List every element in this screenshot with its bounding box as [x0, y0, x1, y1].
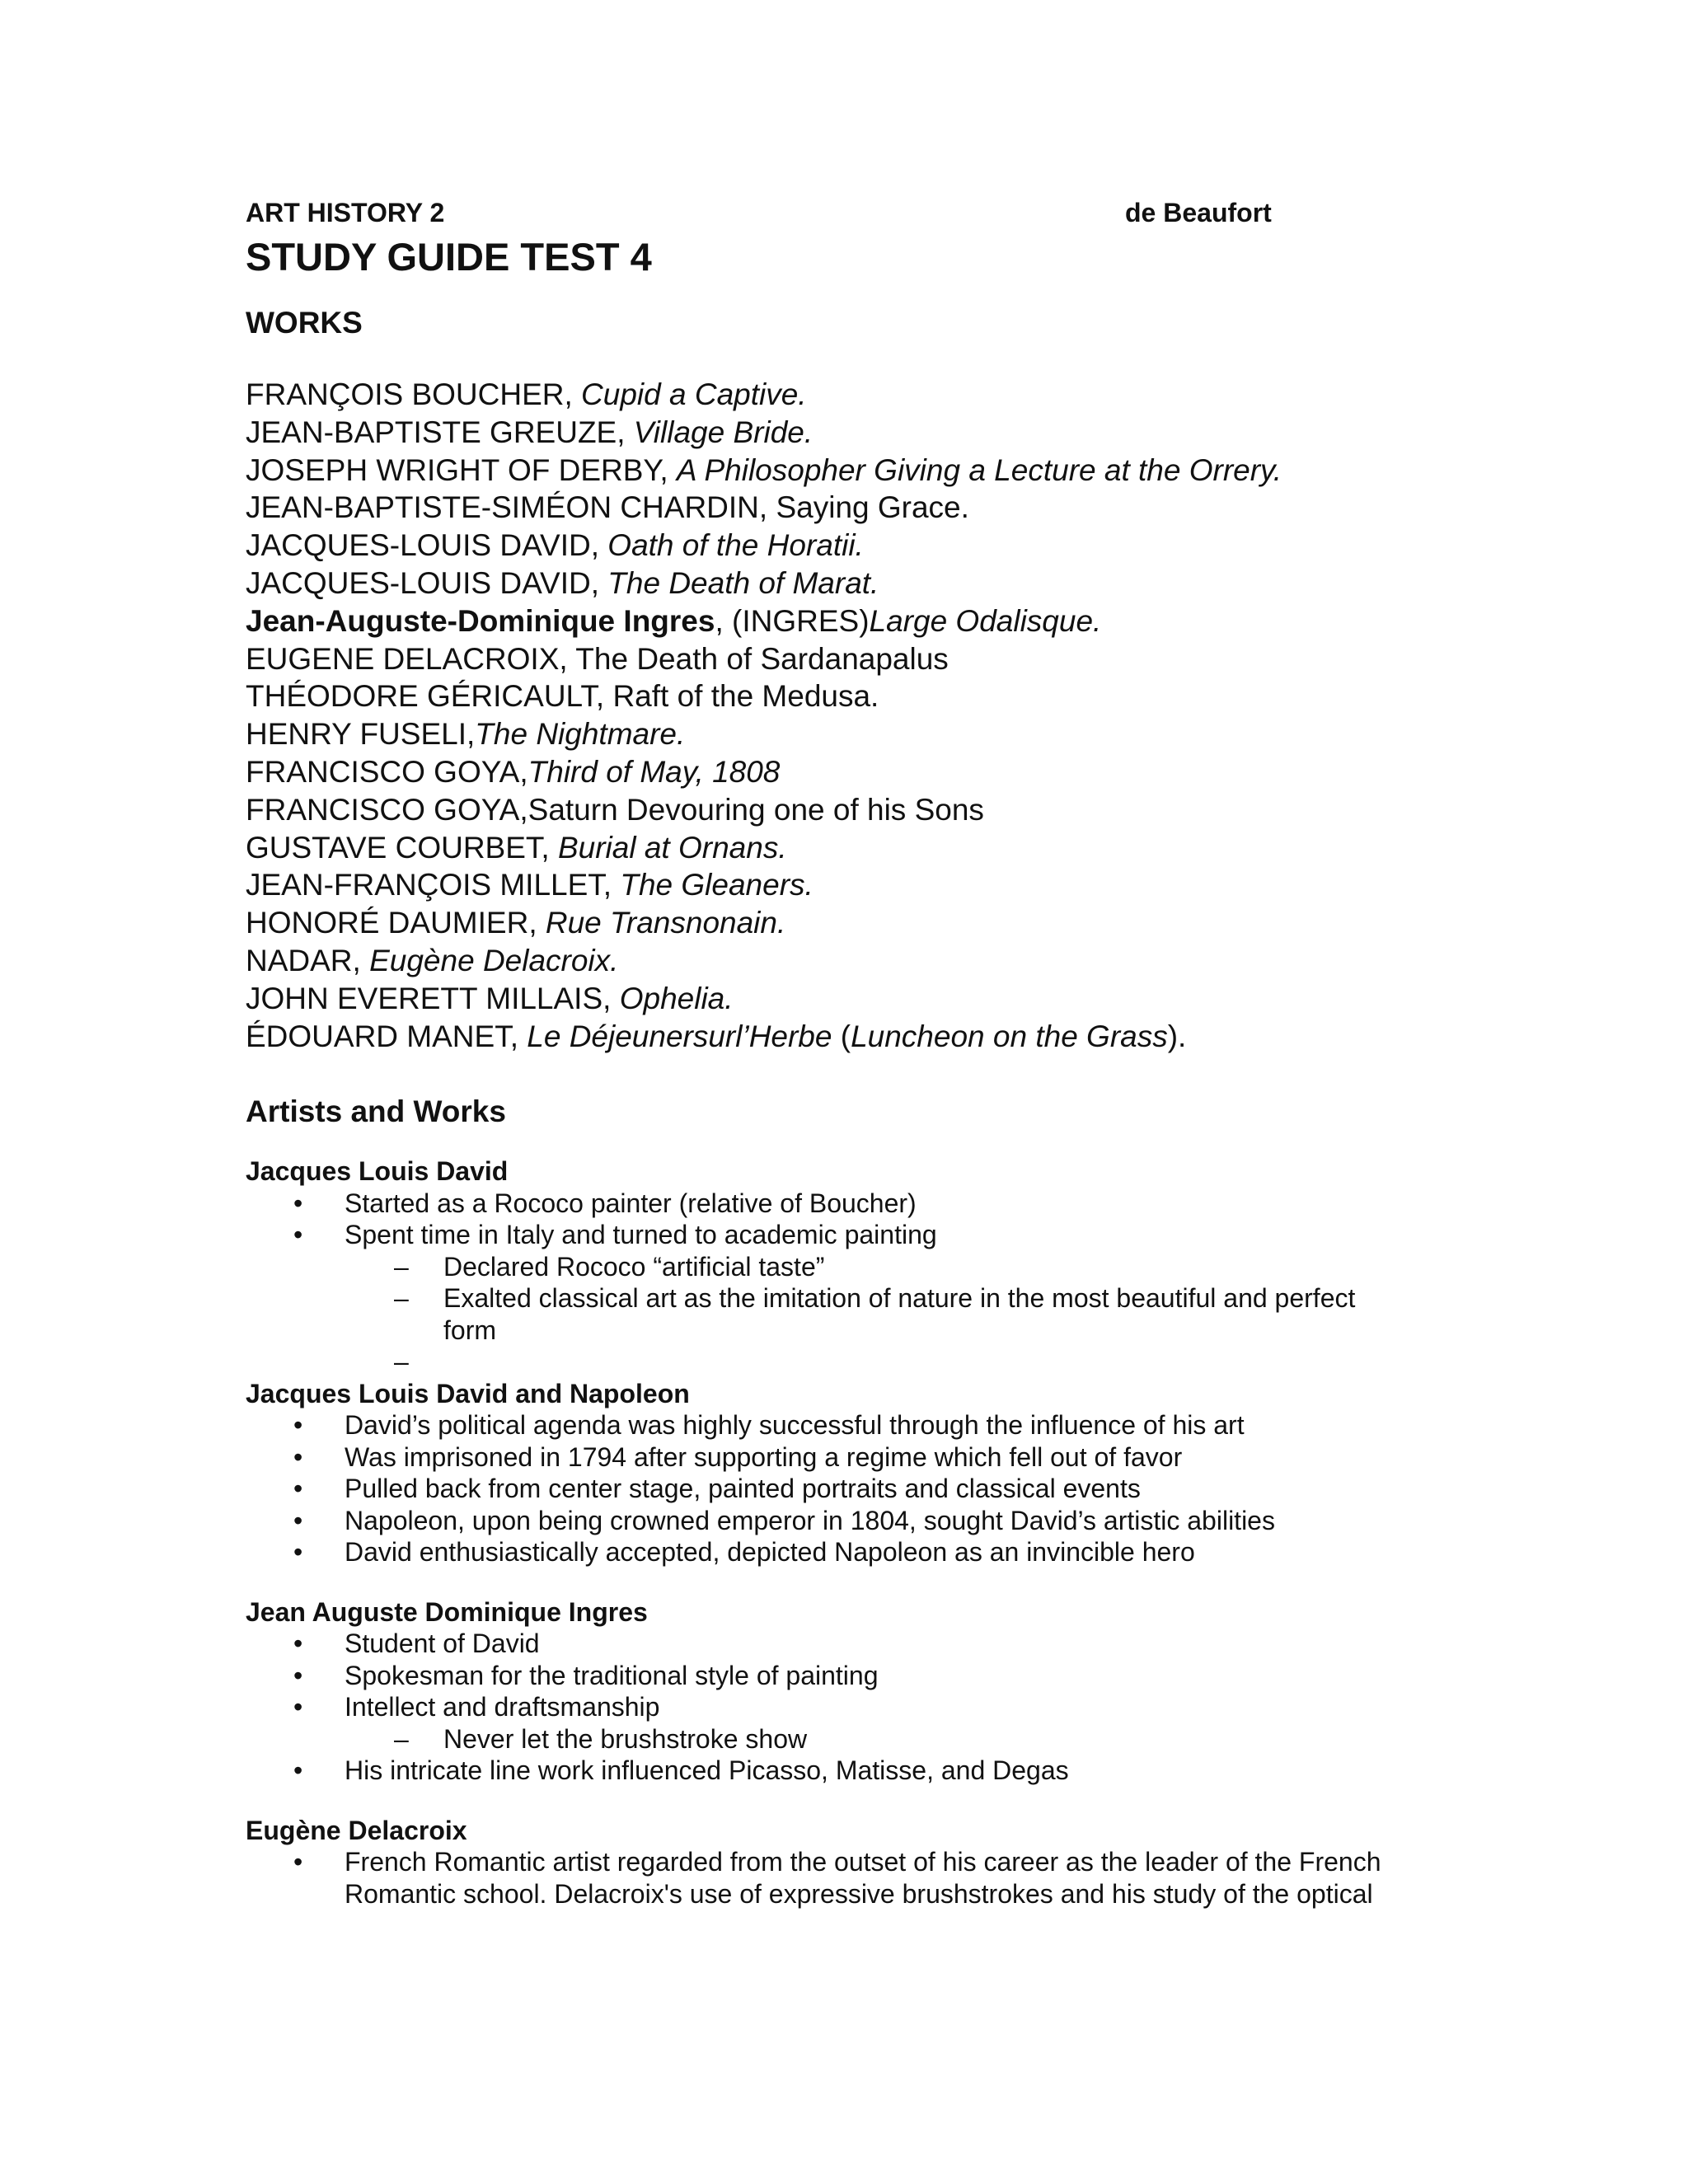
work-artist: EUGENE DELACROIX: [246, 641, 560, 676]
instructor-name: de Beaufort: [1125, 198, 1272, 227]
work-artist: JACQUES-LOUIS DAVID: [246, 528, 591, 563]
sub-list-item-text: Declared Rococo “artificial taste”: [443, 1251, 825, 1282]
bullet-glyph: •: [293, 1474, 303, 1504]
work-entry: [246, 602, 1465, 640]
list-item: [246, 1628, 1465, 1660]
work-artist: JEAN-FRANÇOIS MILLET: [246, 868, 603, 902]
list-item-text: Spokesman for the traditional style of painting: [345, 1660, 879, 1690]
list-item-text: David’s political agenda was highly successful through the influence of his art: [345, 1410, 1245, 1441]
work-title: A Philosopher Giving a Lecture at the Orrery.: [676, 452, 1282, 487]
work-title: The Gleaners.: [620, 868, 814, 902]
work-entry: [246, 753, 1465, 791]
dash-glyph: –: [394, 1347, 409, 1377]
work-artist: JACQUES-LOUIS DAVID: [246, 565, 591, 600]
work-title: Village Bride.: [633, 415, 814, 449]
work-entry: [246, 489, 1465, 527]
list-item: [246, 1755, 1465, 1787]
work-artist: NADAR: [246, 943, 353, 977]
work-title: Oath of the Horatii.: [607, 528, 864, 563]
sub-list-item-text: Never let the brushstroke show: [443, 1723, 808, 1754]
bullet-list: [246, 1409, 1465, 1568]
work-alt-title: Luncheon on the Grass: [851, 1019, 1168, 1053]
work-separator: ,: [467, 717, 476, 752]
work-separator: ,: [590, 565, 608, 600]
work-separator: ,: [659, 452, 677, 487]
list-item: [246, 1473, 1465, 1505]
work-entry: [246, 791, 1465, 829]
bullet-glyph: •: [293, 1441, 303, 1472]
bullet-glyph: •: [293, 1505, 303, 1535]
work-entry: [246, 980, 1465, 1018]
list-item: [246, 1409, 1465, 1441]
work-title: Rue Transnonain.: [545, 906, 786, 940]
bullet-glyph: •: [293, 1660, 303, 1690]
work-artist: FRANCISCO GOYA: [246, 754, 520, 789]
bullet-glyph: •: [293, 1188, 303, 1218]
work-title: Large Odalisque.: [869, 603, 1102, 638]
work-artist: HENRY FUSELI: [246, 717, 467, 752]
work-separator: ,: [564, 377, 582, 411]
artist-section: [246, 1155, 1465, 1378]
work-entry: [246, 376, 1465, 414]
artist-section: [246, 1596, 1465, 1787]
list-item: [246, 1219, 1465, 1251]
work-entry: [246, 829, 1465, 867]
work-separator: ,: [352, 943, 370, 977]
list-item: [246, 1846, 1465, 1910]
work-title: Third of May, 1808: [528, 754, 781, 789]
list-item: [246, 1188, 1465, 1220]
work-entry: [246, 565, 1465, 602]
work-artist: HONORÉ DAUMIER: [246, 906, 529, 940]
work-entry: [246, 942, 1465, 980]
work-title: Cupid a Captive.: [581, 377, 807, 411]
work-title: The Death of Marat.: [607, 565, 879, 600]
list-item: [246, 1505, 1465, 1537]
bullet-glyph: •: [293, 1410, 303, 1441]
work-entry: [246, 715, 1465, 753]
artist-section: [246, 1378, 1465, 1568]
sub-list-item: [246, 1251, 1465, 1283]
sub-list-item: [246, 1723, 1465, 1755]
sub-list-item-text: Exalted classical art as the imitation of nature in the most beautiful and perfect form: [443, 1283, 1356, 1345]
work-separator: ,: [519, 754, 528, 789]
bullet-list: [246, 1188, 1465, 1251]
bullet-list: [246, 1846, 1465, 1910]
list-item-text: Napoleon, upon being crowned emperor in 1804, sought David’s artistic abilities: [345, 1505, 1275, 1535]
work-title: Saturn Devouring one of his Sons: [528, 792, 984, 827]
work-artist: JOHN EVERETT MILLAIS: [246, 981, 603, 1015]
course-name: ART HISTORY 2: [246, 198, 445, 227]
dash-glyph: –: [394, 1251, 409, 1282]
header: [246, 190, 1465, 232]
work-artist: Jean-Auguste-Dominique Ingres: [246, 603, 715, 638]
work-entry: [246, 414, 1465, 452]
work-separator: ,: [541, 830, 558, 865]
page-title: STUDY GUIDE TEST 4: [246, 235, 652, 279]
work-title: Ophelia.: [619, 981, 734, 1015]
bullet-glyph: •: [293, 1755, 303, 1786]
list-item-text: Student of David: [345, 1629, 540, 1659]
artist-heading: Eugène Delacroix: [246, 1815, 467, 1845]
work-separator: ,: [509, 1019, 528, 1053]
list-item-text: His intricate line work influenced Picasso, Matisse, and Degas: [345, 1755, 1069, 1786]
work-entry: [246, 866, 1465, 904]
list-item-text: Started as a Rococo painter (relative of Boucher): [345, 1188, 917, 1218]
work-paren-open: (: [832, 1019, 851, 1053]
work-separator: ,: [590, 528, 608, 563]
list-item-text: David enthusiastically accepted, depicted Napoleon as an invincible hero: [345, 1537, 1195, 1568]
artist-heading: Jacques Louis David: [246, 1156, 509, 1187]
bullet-glyph: •: [293, 1537, 303, 1568]
work-entry: [246, 640, 1465, 678]
work-title: The Death of Sardanapalus: [575, 641, 949, 676]
work-entry: [246, 677, 1465, 715]
work-artist: JOSEPH WRIGHT OF DERBY: [246, 452, 660, 487]
bullet-glyph: •: [293, 1220, 303, 1250]
work-separator: ,: [595, 679, 613, 714]
work-entry: [246, 1018, 1465, 1056]
list-item: [246, 1691, 1465, 1755]
sub-list-item: [246, 1282, 1663, 1346]
work-title: Saying Grace.: [776, 490, 969, 525]
work-entry: [246, 904, 1465, 942]
sub-list-item-text: [443, 1347, 451, 1376]
work-separator: ,: [617, 415, 634, 449]
work-title: The Nightmare.: [475, 717, 686, 752]
dash-list: [246, 1251, 1465, 1378]
list-item: [246, 1536, 1465, 1568]
artist-heading: Jean Auguste Dominique Ingres: [246, 1596, 648, 1627]
list-item-text: Pulled back from center stage, painted portraits and classical events: [345, 1474, 1141, 1504]
work-entry: [246, 527, 1465, 565]
work-artist: GUSTAVE COURBET: [246, 830, 542, 865]
work-separator: ,: [519, 792, 528, 827]
dash-glyph: –: [394, 1283, 409, 1314]
sub-list-item: [246, 1346, 1465, 1378]
work-separator: ,: [528, 906, 546, 940]
works-heading: WORKS: [246, 306, 363, 340]
work-title: Le Déjeunersurl’Herbe: [527, 1019, 832, 1053]
work-artist: ÉDOUARD MANET: [246, 1019, 510, 1053]
work-title: Eugène Delacroix.: [369, 943, 619, 977]
work-title: Raft of the Medusa.: [612, 679, 879, 714]
bullet-glyph: •: [293, 1847, 303, 1877]
dash-glyph: –: [394, 1723, 409, 1754]
work-artist: FRANCISCO GOYA: [246, 792, 520, 827]
artists-heading: Artists and Works: [246, 1094, 506, 1129]
work-paren-close: ).: [1167, 1019, 1187, 1053]
bullet-glyph: •: [293, 1692, 303, 1722]
work-title: Burial at Ornans.: [557, 830, 787, 865]
work-entry: [246, 452, 1465, 490]
study-guide-page: [246, 190, 1465, 1910]
work-artist: JEAN-BAPTISTE GREUZE: [246, 415, 617, 449]
bullet-list: [246, 1628, 1465, 1787]
list-item: [246, 1441, 1465, 1474]
work-separator: ,: [559, 641, 576, 676]
artist-heading: Jacques Louis David and Napoleon: [246, 1378, 690, 1408]
artist-section: [246, 1815, 1465, 1910]
work-artist: FRANÇOIS BOUCHER: [246, 377, 565, 411]
list-item-text: French Romantic artist regarded from the outset of his career as the leader of the French Romantic school. Delacroix's use of expressive brushstrokes and his study of the optical: [345, 1847, 1381, 1909]
list-item-text: Intellect and draftsmanship: [345, 1692, 660, 1722]
bullet-glyph: •: [293, 1629, 303, 1659]
works-list: [246, 376, 1465, 1055]
work-artist: JEAN-BAPTISTE-SIMÉON CHARDIN: [246, 490, 759, 525]
work-separator: ,: [603, 868, 621, 902]
list-item-text: Was imprisoned in 1794 after supporting a regime which fell out of favor: [345, 1441, 1183, 1472]
work-separator: , (INGRES): [715, 603, 870, 638]
work-artist: THÉODORE GÉRICAULT: [246, 679, 596, 714]
work-separator: ,: [758, 490, 776, 525]
work-separator: ,: [603, 981, 620, 1015]
list-item-text: Spent time in Italy and turned to academic painting: [345, 1220, 937, 1250]
list-item: [246, 1660, 1465, 1692]
dash-list: [246, 1723, 1465, 1755]
